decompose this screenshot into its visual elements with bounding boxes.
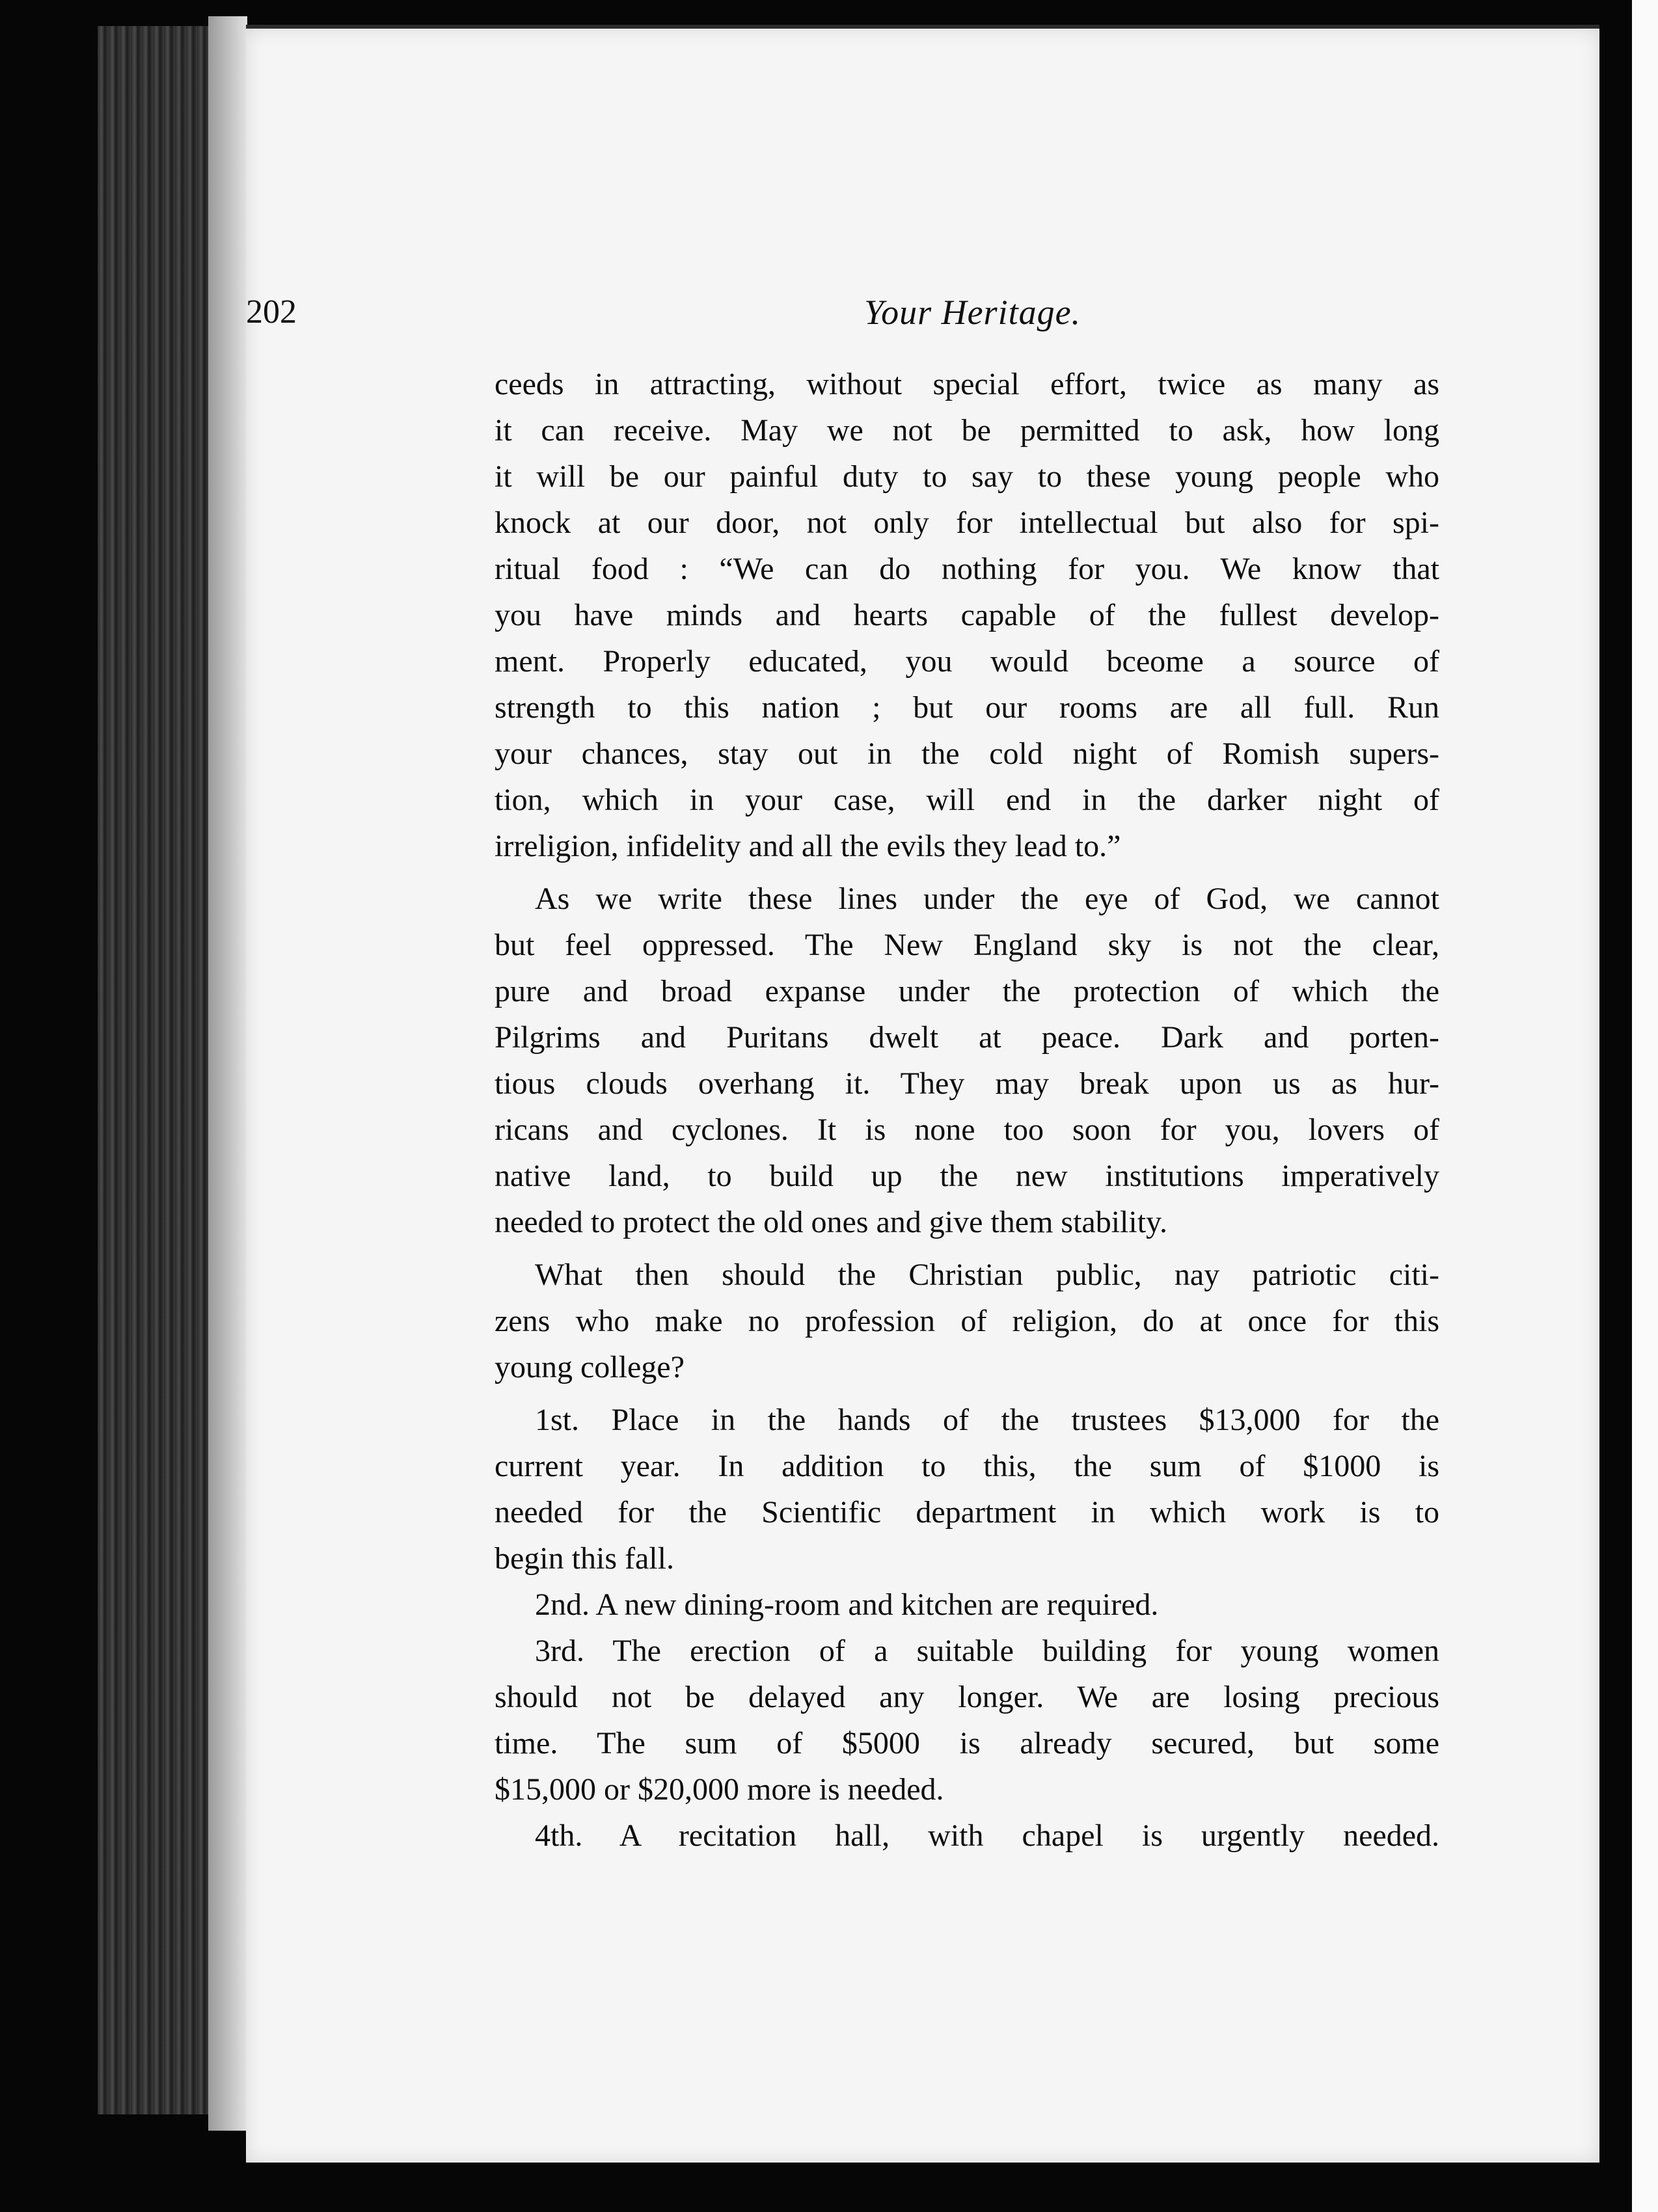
paragraph: [495, 876, 1439, 1245]
paragraph: [495, 1813, 1439, 1859]
text-line: $15,000 or $20,000 more is needed.: [495, 1772, 944, 1807]
text-line: What then should the Christian public, nay patriotic citi-: [535, 1258, 1439, 1292]
running-title: Your Heritage.: [864, 293, 1081, 332]
text-line: tious clouds overhang it. They may break upon us as hur-: [495, 1066, 1439, 1101]
text-line: but feel oppressed. The New England sky is not the clear,: [495, 928, 1439, 962]
facing-page-edge: [1632, 0, 1658, 2212]
running-header: [246, 286, 1443, 345]
text-line: ment. Properly educated, you would bceome a source of: [495, 644, 1439, 679]
page-number: 202: [246, 293, 297, 330]
text-line: zens who make no profession of religion, do at once for this: [495, 1304, 1439, 1338]
text-line: tion, which in your case, will end in the darker night of: [495, 783, 1439, 817]
text-line: needed to protect the old ones and give them stability.: [495, 1205, 1167, 1239]
text-line: knock at our door, not only for intellectual but also for spi-: [495, 506, 1439, 540]
text-line: ritual food : “We can do nothing for you. We know that: [495, 552, 1439, 586]
text-line: strength to this nation ; but our rooms are all full. Run: [495, 690, 1439, 725]
page-body-text: [495, 361, 1439, 1859]
text-line: needed for the Scientific department in which work is to: [495, 1495, 1439, 1530]
text-line: irreligion, infidelity and all the evils they lead to.”: [495, 829, 1121, 863]
text-line: 4th. A recitation hall, with chapel is urgently needed.: [535, 1818, 1439, 1853]
text-line: pure and broad expanse under the protection of which the: [495, 974, 1439, 1008]
text-line: it will be our painful duty to say to these young people who: [495, 459, 1439, 494]
text-line: it can receive. May we not be permitted to ask, how long: [495, 413, 1439, 448]
text-line: your chances, stay out in the cold night of Romish supers-: [495, 736, 1439, 771]
text-line: young college?: [495, 1350, 685, 1384]
book-page-edges-light: [208, 16, 247, 2131]
paragraph: [495, 1252, 1439, 1390]
text-line: time. The sum of $5000 is already secured, but some: [495, 1726, 1439, 1760]
paragraph: [495, 1582, 1439, 1628]
text-line: native land, to build up the new institutions imperatively: [495, 1159, 1439, 1193]
text-line: should not be delayed any longer. We are losing precious: [495, 1680, 1439, 1714]
text-line: 2nd. A new dining-room and kitchen are required.: [535, 1587, 1159, 1622]
text-line: 1st. Place in the hands of the trustees $13,000 for the: [535, 1403, 1439, 1437]
text-line: ricans and cyclones. It is none too soon for you, lovers of: [495, 1113, 1439, 1147]
text-line: As we write these lines under the eye of God, we cannot: [535, 882, 1439, 916]
paragraph: [495, 1397, 1439, 1582]
text-line: you have minds and hearts capable of the fullest develop-: [495, 598, 1439, 632]
text-line: 3rd. The erection of a suitable building for young women: [535, 1634, 1439, 1668]
paragraph: [495, 361, 1439, 869]
text-line: Pilgrims and Puritans dwelt at peace. Dark and porten-: [495, 1020, 1439, 1055]
paragraph: [495, 1628, 1439, 1813]
text-line: current year. In addition to this, the sum of $1000 is: [495, 1449, 1439, 1483]
text-line: ceeds in attracting, without special effort, twice as many as: [495, 367, 1439, 401]
text-line: begin this fall.: [495, 1541, 674, 1576]
